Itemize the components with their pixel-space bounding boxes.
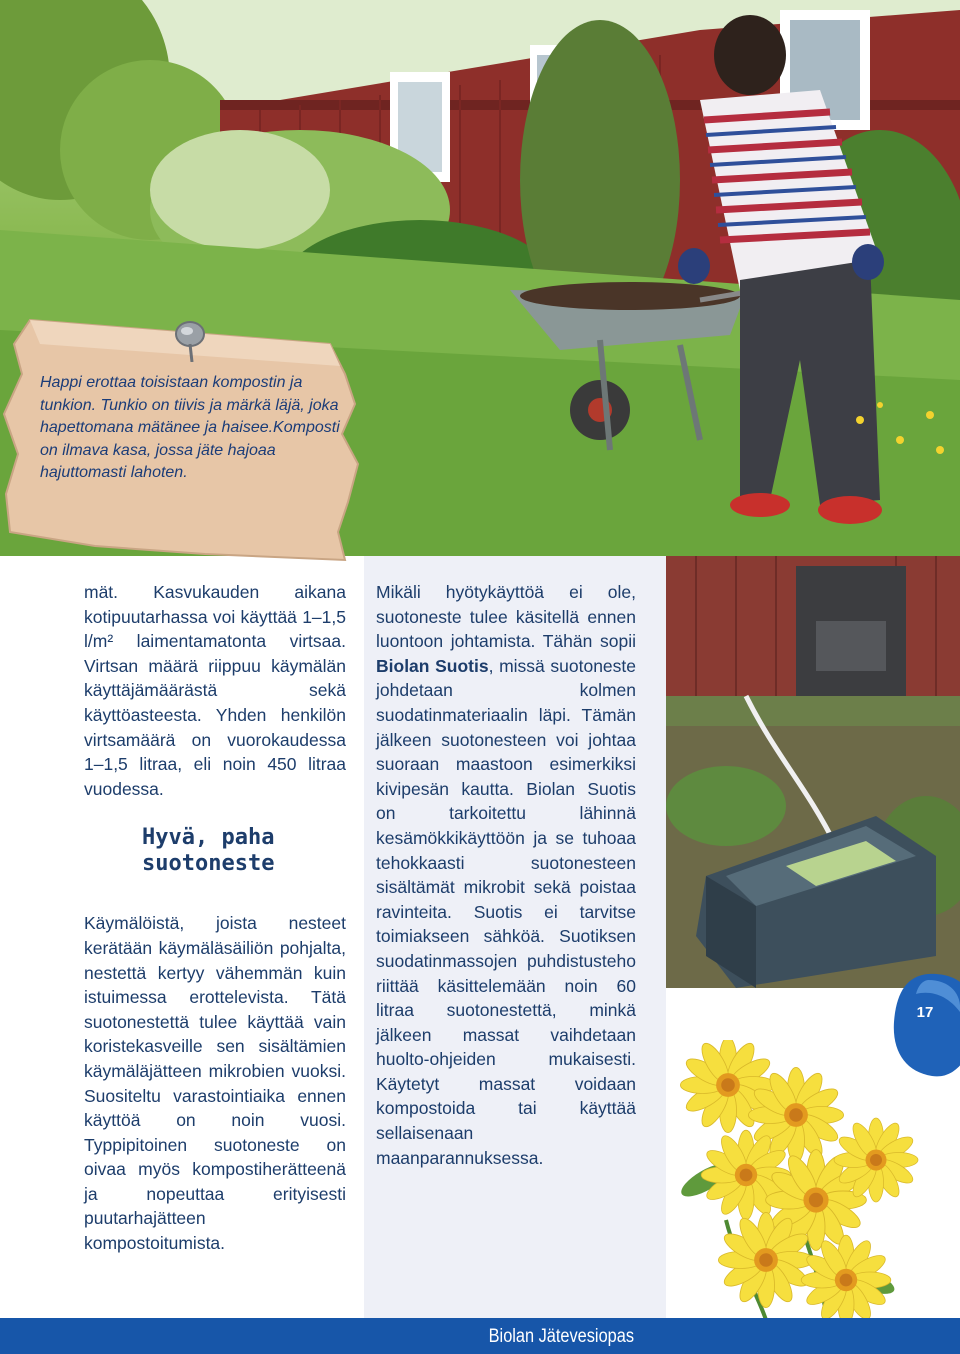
note-text: Happi erottaa toisistaan kompostin ja tunkion. Tunkio on tiivis ja märkä läjä, joka hapettomana mätänee ja haisee.Komposti on ilmava kasa, jossa jäte hajoaa hajuttomasti lahoten.: [40, 374, 340, 482]
daisy-flowers-image: [666, 1040, 960, 1320]
section-heading: [142, 825, 346, 877]
paragraph: Käymälöistä, joista nesteet kerätään käymäläsäiliön pohjalta, nestettä kertyy vähemmän kuin istuimessa erottelevista. Tätä suotonestettä tulee käyttää vain koristekasveille sen sisältämien käymäläjätteen mikrobien vuoksi. Suositeltu varastointiaika ennen käyttöä on noin vuosi. Typpipitoinen suotoneste on oivaa myös kompostiherätteenä ja nopeuttaa erityisesti puutarhajätteen kompostoitumista.: [84, 913, 346, 1254]
footer-bar: [0, 1318, 960, 1354]
left-column: [84, 580, 346, 1256]
text-run: , missä suotoneste johdetaan kolmen suodatinmateriaalin läpi. Tämän jälkeen suotonesteen voi johtaa suoraan maastoon esimerkiksi kivipesän kautta. Biolan Suotis on tarkoitettu lähinnä kesämökkikäyttöön ja se tuhoaa tehokkaasti suotonesteen sisältämät mikrobit sekä poistaa ravinteita. Suotis ei tarvitse toimiakseen sähköä. Suotiksen suodatinmassojen puhdistusteho riittää käsittelemään noin 60 litraa suotonestettä, minkä jälkeen massat vaihdetaan huolto-ohjeiden mukaisesti. Käytetyt massat voidaan kompostoida tai käyttää sellaisenaan maanparannuksessa.: [376, 655, 637, 1168]
product-name: Biolan Suotis: [376, 655, 489, 676]
nail-icon: [170, 318, 210, 362]
heading-line-1: Hyvä, paha: [142, 825, 275, 851]
page-number: 17: [916, 1004, 934, 1021]
footer-title: Biolan Jätevesiopas: [488, 1326, 634, 1347]
right-column: [376, 580, 636, 1170]
heading-line-2: suotoneste: [142, 851, 275, 877]
suotis-photo: [666, 556, 960, 988]
paragraph: mät. Kasvukauden aikana kotipuutarhassa voi käyttää 1–1,5 l/m² laimentamatonta virtsaa. Virtsan määrä riippuu käymälän käyttäjämäärästä sekä käyttöasteesta. Yhden henkilön virtsamäärä on vuorokaudessa 1–1,5 litraa, eli noin 450 litraa vuodessa.: [84, 582, 346, 799]
text-run: Mikäli hyötykäyttöä ei ole, suotoneste tulee käsitellä ennen luontoon johtamista. Tähän sopii: [376, 582, 636, 652]
paragraph: [376, 580, 636, 1170]
